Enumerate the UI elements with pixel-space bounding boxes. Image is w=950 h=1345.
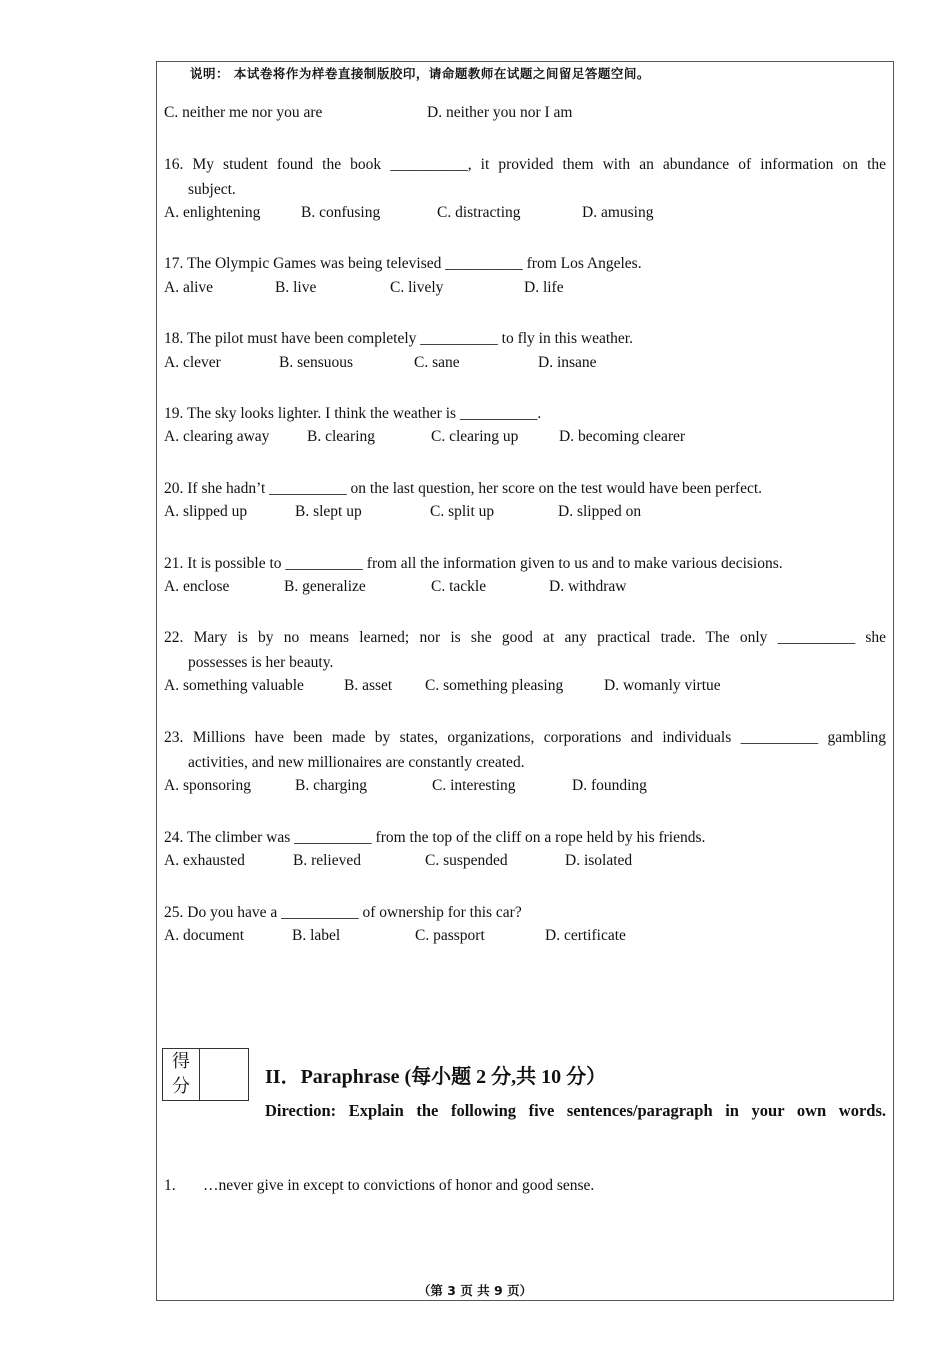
- notice-text: 说明： 本试卷将作为样卷直接制版胶印，请命题教师在试题之间留足答题空间。: [190, 66, 650, 81]
- question-18: [164, 326, 886, 351]
- question-stem: If she hadn’t __________ on the last question, her score on the test would have been perfect.: [187, 480, 763, 497]
- question-stem: The sky looks lighter. I think the weather is __________.: [186, 405, 542, 422]
- option-d: D. founding: [572, 777, 647, 794]
- option-c: C. suspended: [425, 852, 508, 869]
- question-stem: Mary is by no means learned; nor is she good at any practical trade. The only __________ she: [193, 629, 886, 646]
- section-direction: Direction: Explain the following five sentences/paragraph in your own words.: [265, 1101, 886, 1120]
- question-23: [164, 725, 886, 775]
- question-stem: The pilot must have been completely __________ to fly in this weather.: [186, 330, 633, 347]
- question-20: [164, 476, 886, 501]
- question-24: [164, 825, 886, 850]
- option-d: D. becoming clearer: [559, 428, 686, 445]
- option-c: C. tackle: [431, 578, 487, 595]
- option-b: B. charging: [295, 777, 368, 794]
- question-stem-cont: subject.: [188, 181, 236, 198]
- option-d: D. life: [524, 279, 564, 296]
- option-b: B. asset: [344, 677, 393, 694]
- score-box: [162, 1048, 249, 1101]
- option-d: D. insane: [538, 354, 597, 371]
- question-stem-cont: possesses is her beauty.: [188, 654, 334, 671]
- option-b: B. generalize: [284, 578, 366, 595]
- paraphrase-item-text: …never give in except to convictions of honor and good sense.: [203, 1177, 595, 1194]
- option-c: C. lively: [390, 279, 444, 296]
- question-17: [164, 251, 886, 276]
- option-b: B. sensuous: [279, 354, 354, 371]
- question-stem: The climber was __________ from the top of the cliff on a rope held by his friends.: [186, 829, 706, 846]
- option-c: C. distracting: [437, 204, 521, 221]
- question-stem: The Olympic Games was being televised __________ from Los Angeles.: [186, 255, 642, 272]
- option-d: D. withdraw: [549, 578, 627, 595]
- option-a: A. document: [164, 927, 245, 944]
- question-number: 19.: [164, 405, 184, 422]
- question-16: [164, 152, 886, 202]
- option-d: D. isolated: [565, 852, 633, 869]
- option-c: C. sane: [414, 354, 460, 371]
- option-a: A. exhausted: [164, 852, 245, 869]
- question-number: 17.: [164, 255, 184, 272]
- score-label-line2: 分: [172, 1076, 190, 1097]
- question-number: 23.: [164, 729, 184, 746]
- question-21: [164, 551, 886, 576]
- question-22: [164, 625, 886, 675]
- question-number: 24.: [164, 829, 184, 846]
- option-c: C. split up: [430, 503, 495, 520]
- question-number: 22.: [164, 629, 184, 646]
- option-d: D. certificate: [545, 927, 626, 944]
- question-25: [164, 900, 886, 925]
- question-number: 16.: [164, 156, 184, 173]
- option-a: A. clearing away: [164, 428, 270, 445]
- paraphrase-item-number: 1.: [164, 1177, 176, 1194]
- option-d: D. neither you nor I am: [427, 104, 573, 121]
- option-b: B. slept up: [295, 503, 362, 520]
- question-number: 21.: [164, 555, 184, 572]
- question-number: 18.: [164, 330, 184, 347]
- section-title: II．Paraphrase (每小题 2 分,共 10 分）: [265, 1066, 607, 1088]
- question-stem: It is possible to __________ from all the information given to us and to make various decisions.: [187, 555, 783, 572]
- question-stem-cont: activities, and new millionaires are constantly created.: [188, 754, 525, 771]
- option-a: A. sponsoring: [164, 777, 251, 794]
- option-b: B. label: [292, 927, 341, 944]
- question-stem: Do you have a __________ of ownership for this car?: [187, 904, 522, 921]
- option-c: C. clearing up: [431, 428, 519, 445]
- option-d: D. slipped on: [558, 503, 642, 520]
- option-d: D. womanly virtue: [604, 677, 721, 694]
- option-a: A. something valuable: [164, 677, 304, 694]
- option-c: C. something pleasing: [425, 677, 564, 694]
- option-a: A. enlightening: [164, 204, 261, 221]
- question-number: 25.: [164, 904, 184, 921]
- option-b: B. clearing: [307, 428, 376, 445]
- question-stem: Millions have been made by states, organizations, corporations and individuals __________ gambling: [192, 729, 886, 746]
- option-a: A. alive: [164, 279, 214, 296]
- option-a: A. enclose: [164, 578, 230, 595]
- option-c: C. passport: [415, 927, 485, 944]
- option-c: C. interesting: [432, 777, 516, 794]
- score-label: [163, 1049, 200, 1100]
- option-a: A. clever: [164, 354, 221, 371]
- question-number: 20.: [164, 480, 184, 497]
- question-stem: My student found the book __________, it provided them with an abundance of information on the: [192, 156, 886, 173]
- option-c: C. neither me nor you are: [164, 104, 323, 121]
- option-b: B. confusing: [301, 204, 381, 221]
- option-b: B. live: [275, 279, 317, 296]
- option-a: A. slipped up: [164, 503, 248, 520]
- option-b: B. relieved: [293, 852, 362, 869]
- score-label-line1: 得: [172, 1051, 190, 1072]
- option-d: D. amusing: [582, 204, 654, 221]
- question-19: [164, 401, 886, 426]
- page-footer: （第 3 页 共 9 页）: [417, 1283, 533, 1298]
